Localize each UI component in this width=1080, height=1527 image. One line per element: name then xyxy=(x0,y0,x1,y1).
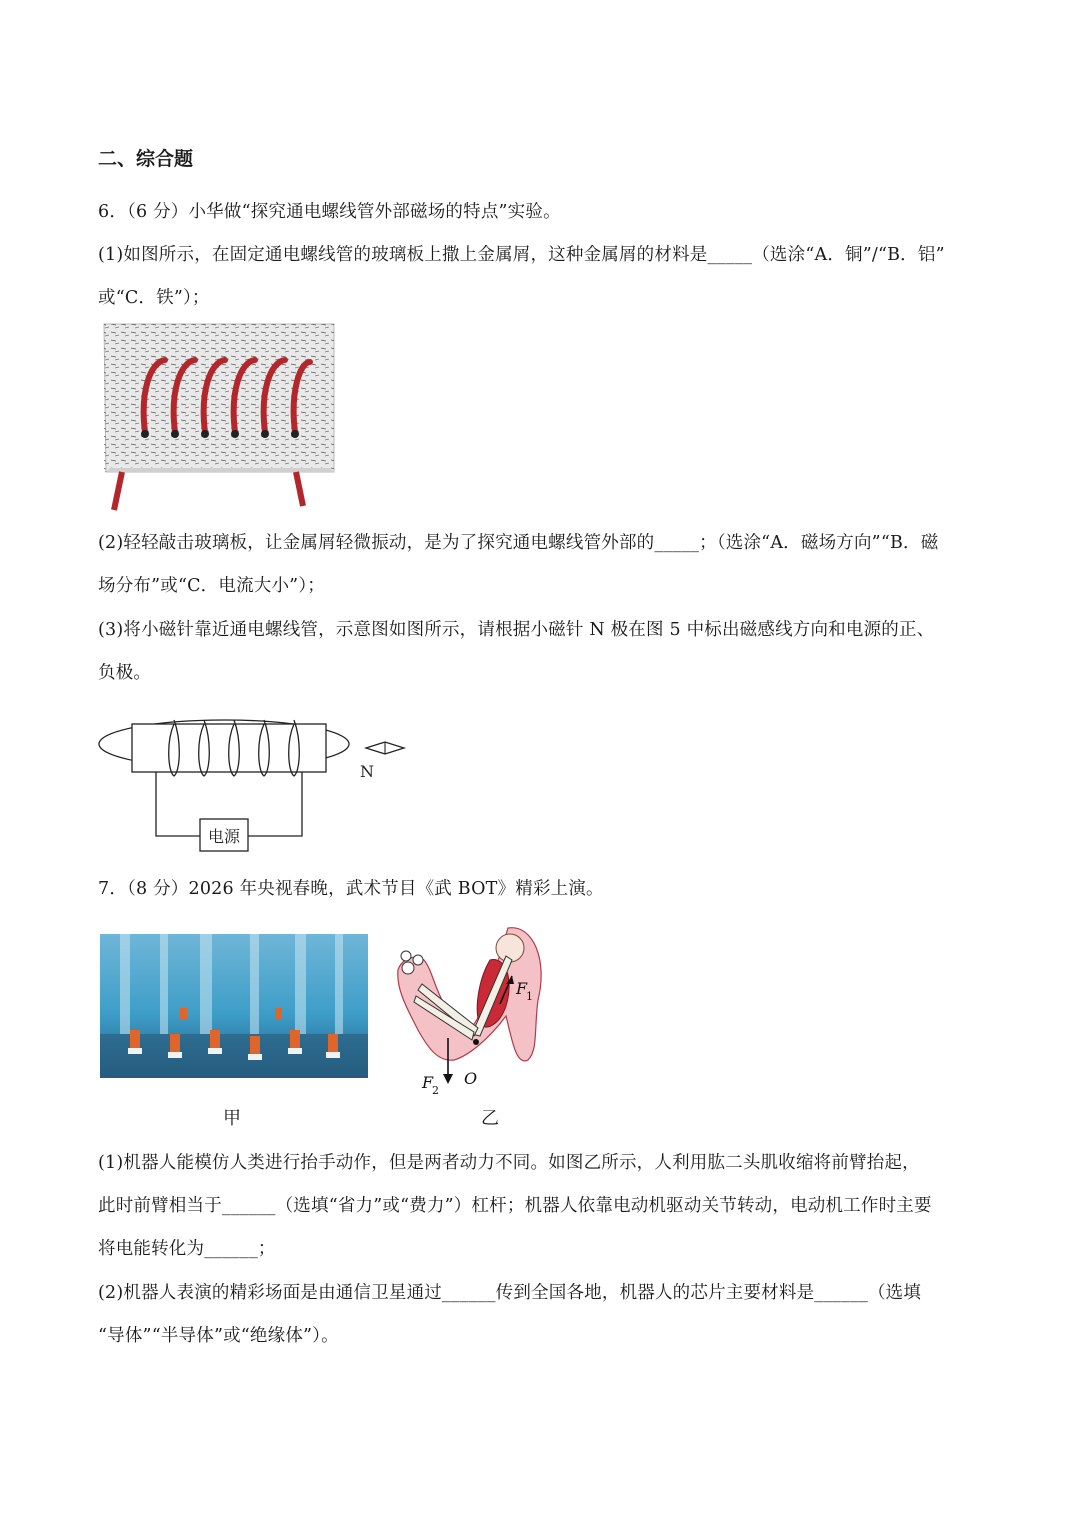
power-source-label: 电源 xyxy=(207,827,241,846)
q7-stem: 7．（8 分）2026 年央视春晚，武术节目《武 BOT》精彩上演。 xyxy=(98,879,604,899)
q7-part1-line2: 此时前臂相当于______（选填“省力”或“费力”）杠杆；机器人依靠电动机驱动关节转动，电动机工作时主要 xyxy=(98,1196,932,1216)
pivot-o-label: O xyxy=(464,1069,478,1088)
needle-n-label: N xyxy=(360,762,374,781)
q6-part2-line2: 场分布”或“C．电流大小”）； xyxy=(98,576,325,596)
f1-label: F xyxy=(516,979,528,998)
robot-performance-photo xyxy=(100,934,368,1078)
q6-part3-line1: (3)将小磁针靠近通电螺线管，示意图如图所示，请根据小磁针 N 极在图 5 中标出磁感线方向和电源的正、 xyxy=(98,620,935,640)
solenoid-circuit-diagram xyxy=(96,702,416,860)
q7-part1-line1: (1)机器人能模仿人类进行抬手动作，但是两者动力不同。如图乙所示，人利用肱二头肌收缩将前臂抬起， xyxy=(98,1153,920,1173)
q6-stem: 6．（6 分）小华做“探究通电螺线管外部磁场的特点”实验。 xyxy=(98,202,561,222)
figure-jia-caption: 甲 xyxy=(223,1108,241,1129)
section-title: 二、综合题 xyxy=(98,148,194,170)
q6-part3-line2: 负极。 xyxy=(98,663,152,683)
f1-subscript: 1 xyxy=(526,990,533,1003)
arm-lever-diagram xyxy=(388,920,548,1100)
q6-part2-line1: (2)轻轻敲击玻璃板，让金属屑轻微振动，是为了探究通电螺线管外部的_____；（选涂“A．磁场方向”“B．磁 xyxy=(98,533,939,553)
f2-subscript: 2 xyxy=(432,1084,439,1097)
q6-part1-line1: (1)如图所示，在固定通电螺线管的玻璃板上撒上金属屑，这种金属屑的材料是_____（选涂“A．铜”/“B．铝” xyxy=(98,245,945,265)
figure-yi-caption: 乙 xyxy=(481,1108,499,1129)
q6-part1-line2: 或“C．铁”）； xyxy=(98,288,210,308)
q7-part2-line1: (2)机器人表演的精彩场面是由通信卫星通过______传到全国各地，机器人的芯片主要材料是______（选填 xyxy=(98,1283,922,1303)
solenoid-filings-photo xyxy=(100,322,336,512)
q7-part1-line3: 将电能转化为______； xyxy=(98,1239,276,1259)
q7-part2-line2: “导体”“半导体”或“绝缘体”）。 xyxy=(98,1326,339,1346)
f2-label: F xyxy=(422,1073,434,1092)
